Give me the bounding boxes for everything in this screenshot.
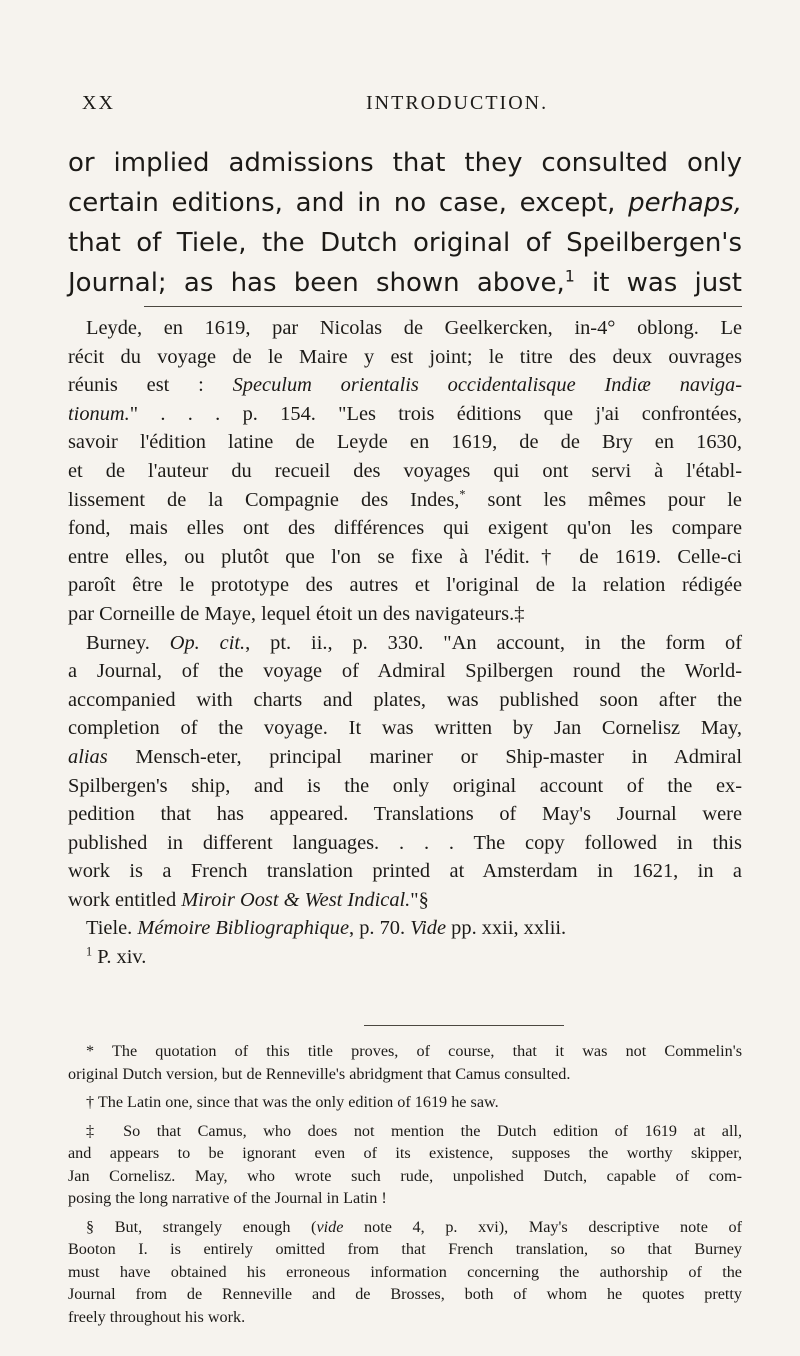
- note-line: Spilbergen's ship, and is the only original account of the ex-: [68, 774, 742, 797]
- note-line: par Corneille de Maye, lequel étoit un des navigateurs.‡: [68, 602, 525, 625]
- note-line: lissement de la Compagnie des Indes,* sont les mêmes pour le: [68, 487, 742, 511]
- running-title: INTRODUCTION.: [366, 92, 549, 114]
- note-divider: [144, 306, 742, 307]
- alias-italic: alias: [68, 745, 108, 768]
- footnote-line: original Dutch version, but de Renneville's abridgment that Camus consulted.: [68, 1064, 571, 1083]
- footnote-ref: ‡: [514, 602, 525, 625]
- note-line: work entitled Miroir Oost & West Indical."§: [68, 888, 429, 911]
- footnote-ref: 1: [564, 267, 575, 286]
- footnote-section: [68, 1216, 742, 1329]
- footnote-line: freely throughout his work.: [68, 1307, 246, 1326]
- note-line: Leyde, en 1619, par Nicolas de Geelkercken, in-4° oblong. Le: [86, 317, 742, 339]
- footnote-line: * The quotation of this title proves, of course, that it was not Commelin's: [86, 1042, 742, 1060]
- main-line: certain editions, and in no case, except, perhaps,: [68, 188, 743, 218]
- note-line: tionum." . . . p. 154. "Les trois éditions que j'ai confrontées,: [68, 402, 742, 425]
- note-line: Burney. Op. cit., pt. ii., p. 330. "An account, in the form of: [86, 631, 742, 654]
- title-italic: tionum.: [68, 402, 130, 425]
- footnote-star: [68, 1040, 742, 1085]
- running-header: [68, 92, 742, 122]
- citation-italic: Op. cit.: [169, 631, 246, 654]
- title-italic: Mémoire Bibliographique: [137, 917, 350, 940]
- note-line: completion of the voyage. It was written by Jan Cornelisz May,: [68, 717, 742, 740]
- footnote-line: posing the long narrative of the Journal in Latin !: [68, 1189, 387, 1207]
- footnote-ref: *: [459, 487, 466, 502]
- note-line: alias Mensch-eter, principal mariner or Ship-master in Admiral: [68, 745, 742, 768]
- note-line: published in different languages. . . . The copy followed in this: [68, 831, 742, 854]
- vide-italic: Vide: [410, 917, 447, 940]
- footnote-line: Booton I. is entirely omitted from that French translation, so that Burney: [68, 1240, 742, 1258]
- main-line: that of Tiele, the Dutch original of Speilbergen's: [68, 228, 742, 258]
- footnote-line: must have obtained his erroneous information concerning the authorship of the: [68, 1262, 742, 1281]
- note-line: Tiele. Mémoire Bibliographique, p. 70. Vide pp. xxii, xxlii.: [86, 917, 567, 940]
- note-line: $^1$ P. xiv.: [86, 944, 147, 969]
- main-text: [68, 143, 742, 303]
- footnote-ref: †: [529, 545, 563, 568]
- footnote-line: † The Latin one, since that was the only edition of 1619 he saw.: [86, 1093, 499, 1111]
- note-line: fond, mais elles ont des différences qui exigent qu'on les compare: [68, 517, 742, 540]
- note-line: savoir l'édition latine de Leyde en 1619, de de Bry en 1630,: [68, 431, 742, 454]
- note-line: paroît être le prototype des autres et l'original de la relation rédigée: [68, 574, 742, 597]
- footnote-line: Jan Cornelisz. May, who wrote such rude, unpolished Dutch, capable of com-: [68, 1166, 742, 1185]
- main-line: or implied admissions that they consulted only: [68, 148, 742, 178]
- note-line: work is a French translation printed at Amsterdam in 1621, in a: [68, 860, 742, 883]
- note-line: accompanied with charts and plates, was published soon after the: [68, 688, 742, 711]
- note-line: réunis est : Speculum orientalis occidentalisque Indiæ naviga-: [68, 374, 742, 397]
- endnote-block: [68, 314, 742, 972]
- title-italic: Miroir Oost & West Indical.: [181, 888, 411, 911]
- emphasis: perhaps,: [628, 188, 743, 218]
- footnote-line: and appears to be ignorant even of its existence, supposes the worthy skipper,: [68, 1144, 742, 1162]
- main-line: Journal; as has been shown above,$^1$ it was just: [68, 267, 742, 298]
- vide-italic: vide: [316, 1217, 344, 1236]
- footnote-dagger: [68, 1091, 742, 1114]
- note-line: a Journal, of the voyage of Admiral Spilbergen round the World-: [68, 660, 742, 683]
- footnote-line: Journal from de Renneville and de Brosses, both of whom he quotes pretty: [68, 1285, 742, 1303]
- footnotes: [68, 1040, 742, 1334]
- note-line: pedition that has appeared. Translations of May's Journal were: [68, 803, 742, 826]
- note-line: entre elles, ou plutôt que l'on se fixe à l'édit.† de 1619. Celle-ci: [68, 545, 742, 568]
- title-italic: Speculum orientalis occidentalisque Indiæ naviga-: [232, 374, 742, 397]
- footnote-ref: 1: [86, 944, 93, 959]
- footnote-line: § But, strangely enough (vide note 4, p. xvi), May's descriptive note of: [86, 1217, 742, 1236]
- note-line: et de l'auteur du recueil des voyages qui ont servi à l'établ-: [68, 459, 742, 482]
- footnote-line: ‡ So that Camus, who does not mention the Dutch edition of 1619 at all,: [86, 1121, 742, 1140]
- footnote-double-dagger: [68, 1120, 742, 1210]
- footnote-divider: [364, 1025, 564, 1026]
- note-line: récit du voyage de le Maire y est joint; le titre des deux ouvrages: [68, 345, 742, 368]
- page-number: XX: [82, 92, 115, 114]
